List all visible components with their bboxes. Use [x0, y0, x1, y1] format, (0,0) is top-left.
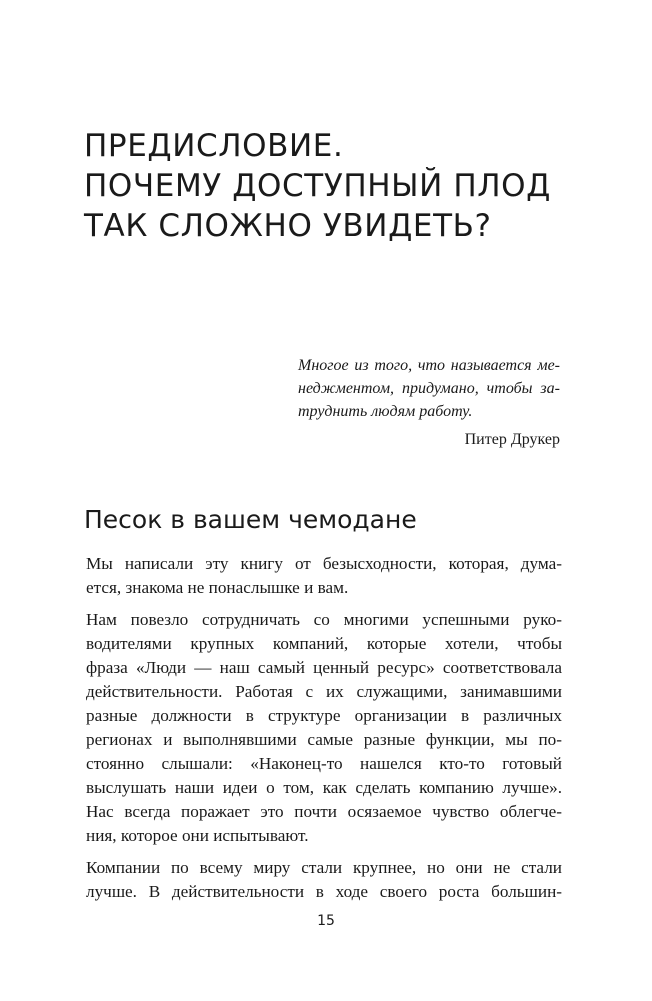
- text-line: водителями крупных компаний, которые хотели, чтобы: [86, 634, 562, 653]
- text-line: разные должности в структуре организации в различных: [86, 706, 562, 725]
- text-line: фраза «Люди — наш самый ценный ресурс» соответствовала: [86, 658, 562, 677]
- chapter-title-line: ТАК СЛОЖНО УВИДЕТЬ?: [84, 208, 492, 244]
- section-title: Песок в вашем чемодане: [84, 505, 417, 534]
- text-line: Мы написали эту книгу от безысходности, которая, дума-: [86, 554, 562, 573]
- text-line: выслушать наши идеи о том, как сделать компанию лучше».: [86, 778, 562, 797]
- text-line: Компании по всему миру стали крупнее, но они не стали: [86, 858, 562, 877]
- text-line: стоянно слышали: «Наконец-то нашелся кто-то готовый: [86, 754, 562, 773]
- epigraph-line: труднить людям работу.: [298, 403, 473, 420]
- text-line: действительности. Работая с их служащими, занимавшими: [86, 682, 562, 701]
- text-line: ния, которое они испытывают.: [86, 826, 309, 845]
- page-number: 15: [317, 913, 335, 929]
- chapter-title-line: ПРЕДИСЛОВИЕ.: [84, 128, 344, 164]
- paragraph: [86, 856, 562, 904]
- epigraph: [298, 354, 560, 451]
- epigraph-line: неджментом, придумано, чтобы за-: [298, 380, 560, 397]
- text-line: ется, знакома не понаслышке и вам.: [86, 578, 349, 597]
- body-text: [86, 552, 562, 912]
- chapter-title-line: ПОЧЕМУ ДОСТУПНЫЙ ПЛОД: [84, 168, 551, 204]
- text-line: лучше. В действительности в ходе своего роста большин-: [86, 882, 562, 901]
- text-line: Нас всегда поражает это почти осязаемое чувство облегче-: [86, 802, 562, 821]
- epigraph-author: Питер Друкер: [464, 431, 560, 448]
- text-line: регионах и выполнявшими самые разные функции, мы по-: [86, 730, 562, 749]
- paragraph: [86, 552, 562, 600]
- paragraph: [86, 608, 562, 848]
- text-line: Нам повезло сотрудничать со многими успешными руко-: [86, 610, 562, 629]
- chapter-title: [84, 126, 604, 246]
- epigraph-line: Многое из того, что называется ме-: [298, 357, 560, 374]
